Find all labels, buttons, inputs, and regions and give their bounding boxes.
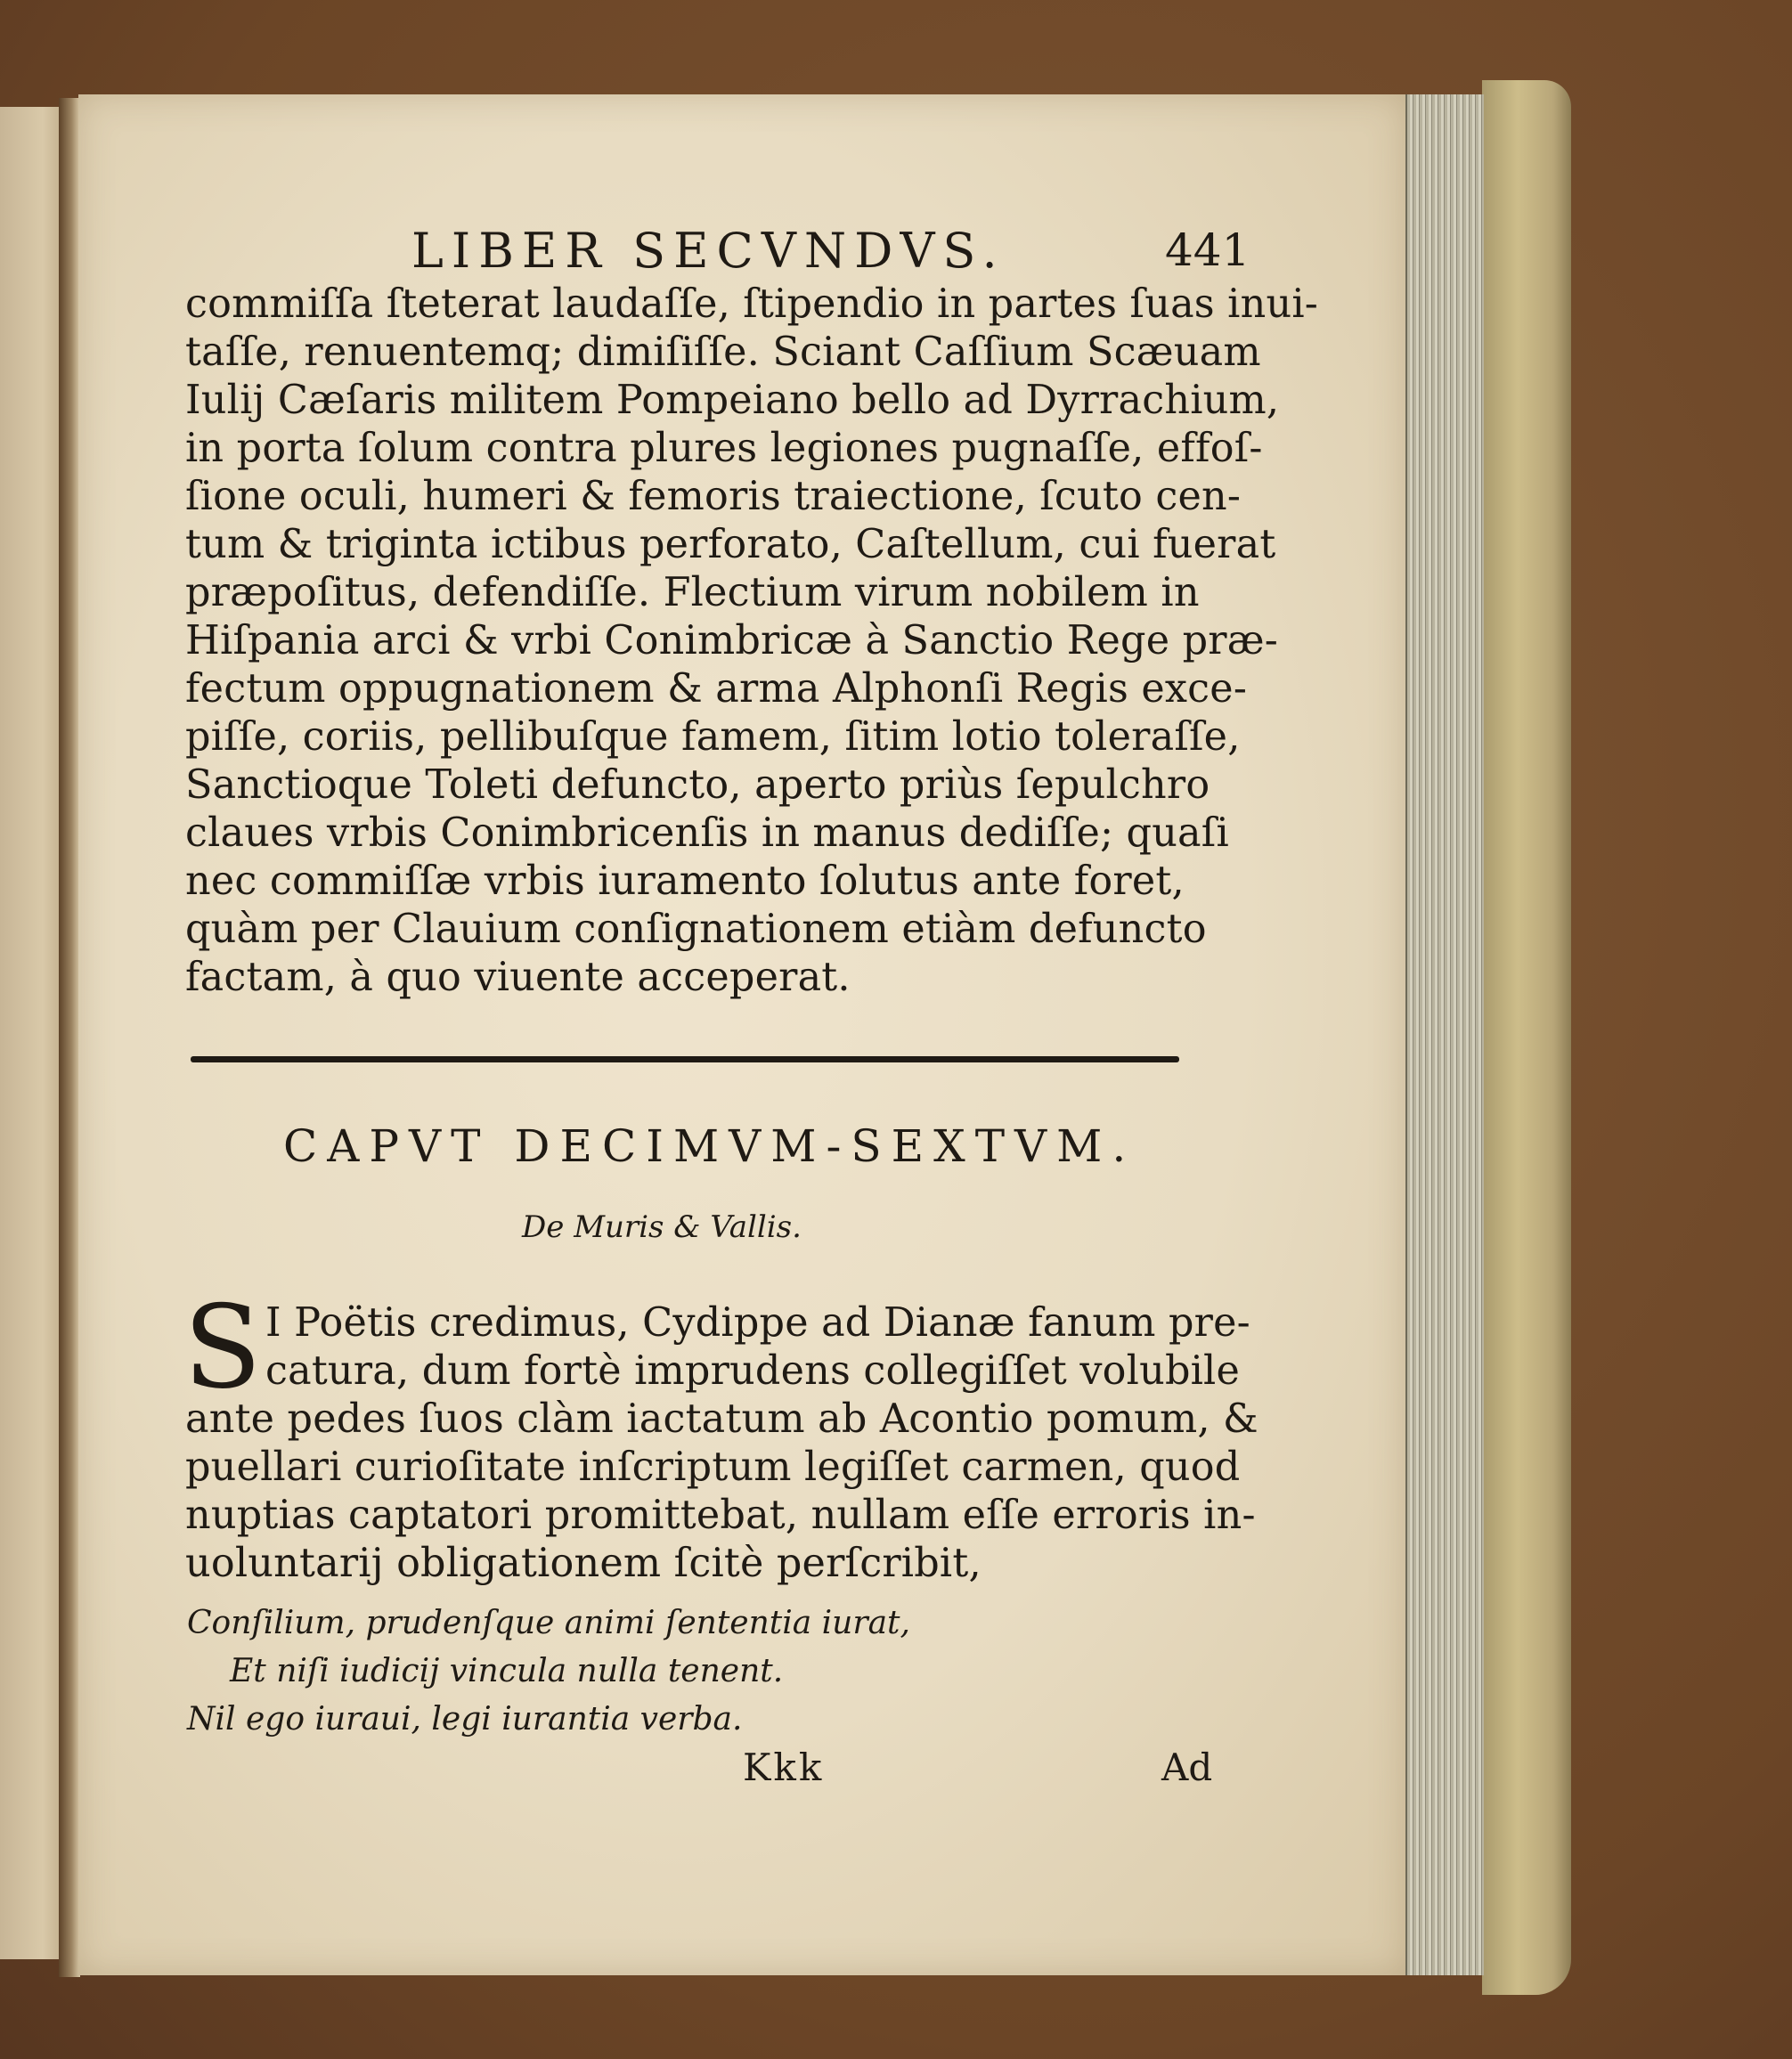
body-line: Sanctioque Toleti defuncto, aperto priùs ſepulchro xyxy=(185,762,1210,808)
page-number: 441 xyxy=(1165,224,1250,276)
catchword: Ad xyxy=(1161,1746,1213,1789)
body-line: in porta ſolum contra plures legiones pugnaſſe, effoſ- xyxy=(185,426,1263,471)
body-line: ante pedes ſuos clàm iactatum ab Acontio pomum, & xyxy=(185,1396,1258,1442)
signature-mark: Kkk xyxy=(743,1746,825,1789)
body-line: nec commiſſæ vrbis iuramento ſolutus ante foret, xyxy=(185,859,1185,904)
body-line: fectum oppugnationem & arma Alphonſi Regis exce- xyxy=(185,666,1248,712)
body-line: factam, à quo viuente acceperat. xyxy=(185,955,851,1000)
body-line: piſſe, coriis, pellibuſque famem, ſitim lotio toleraſſe, xyxy=(185,714,1241,760)
body-line: commiſſa ſteterat laudaſſe, ſtipendio in partes ſuas inui- xyxy=(185,281,1319,327)
body-line: præpoſitus, defendiſſe. Flectium virum nobilem in xyxy=(185,570,1200,615)
body-line: Hiſpania arci & vrbi Conimbricæ à Sanctio Rege præ- xyxy=(185,618,1278,663)
body-line: I Poëtis credimus, Cydippe ad Dianæ fanum pre- xyxy=(265,1300,1250,1346)
running-head: LIBER SECVNDVS. xyxy=(411,223,1006,279)
body-line: nuptias captatori promittebat, nullam eſſe erroris in- xyxy=(185,1493,1256,1538)
body-line: quàm per Clauium conſignationem etiàm defuncto xyxy=(185,907,1207,952)
chapter-title: CAPVT DECIMVM-SEXTVM. xyxy=(283,1120,1136,1172)
body-line: catura, dum fortè imprudens collegiſſet volubile xyxy=(265,1348,1241,1394)
body-line: taſſe, renuentemq; dimiſiſſe. Sciant Caſſium Scæuam xyxy=(185,330,1261,375)
book-cover-edge xyxy=(1482,80,1571,1995)
body-line: claues vrbis Conimbricenſis in manus dediſſe; quaſi xyxy=(185,810,1229,856)
verse-line: Et niſi iudicij vincula nulla tenent. xyxy=(230,1653,784,1689)
body-line: uoluntarij obligationem ſcitè perſcribit, xyxy=(185,1541,982,1586)
chapter-subtitle: De Muris & Vallis. xyxy=(522,1209,802,1245)
drop-cap: S xyxy=(183,1282,262,1414)
section-rule xyxy=(191,1056,1179,1062)
verse-line: Nil ego iuraui, legi iurantia verba. xyxy=(187,1701,743,1738)
body-line: puellari curioſitate inſcriptum legiſſet carmen, quod xyxy=(185,1445,1241,1490)
body-line: Iulij Cæſaris militem Pompeiano bello ad Dyrrachium, xyxy=(185,378,1280,423)
book-gutter xyxy=(59,98,80,1977)
body-line: tum & triginta ictibus perforato, Caſtellum, cui fuerat xyxy=(185,522,1276,567)
verse-line: Conſilium, prudenſque animi ſententia iurat, xyxy=(187,1605,910,1641)
book-page xyxy=(78,94,1405,1975)
body-line: ſione oculi, humeri & femoris traiectione, ſcuto cen- xyxy=(185,474,1242,519)
page-block-edges xyxy=(1405,94,1484,1975)
